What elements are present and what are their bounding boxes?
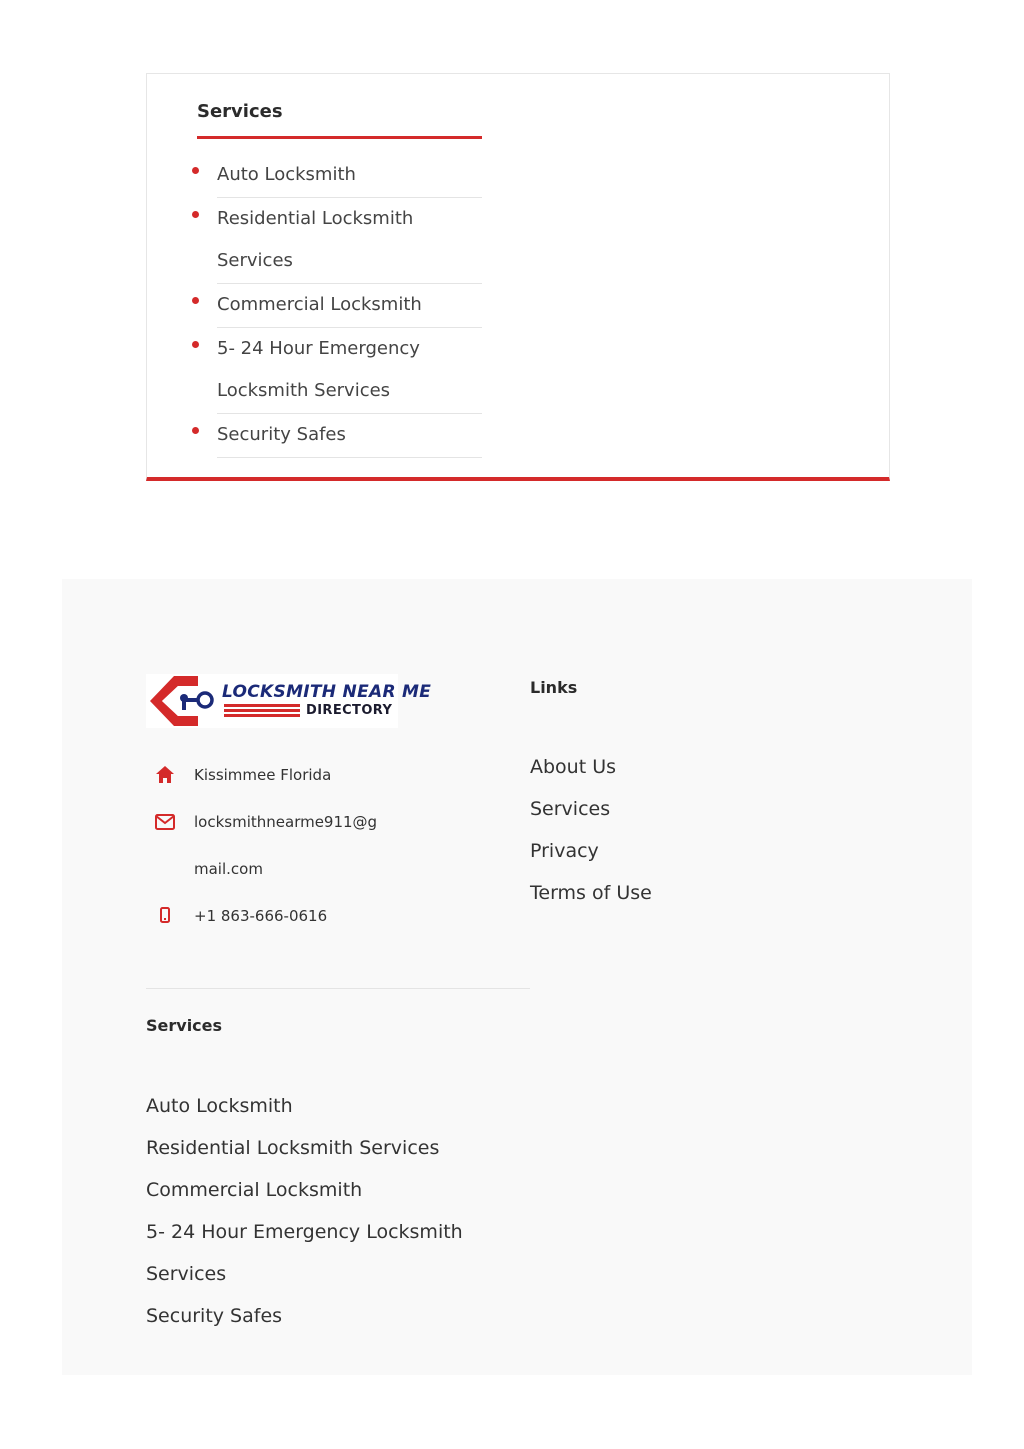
bullet-icon [192, 297, 199, 304]
logo-key-icon [146, 674, 218, 728]
list-item[interactable] [197, 328, 442, 414]
bullet-icon [192, 341, 199, 348]
footer-service-link[interactable]: Auto Locksmith [146, 1095, 293, 1117]
footer-links-list [530, 746, 652, 914]
footer-services-heading: Services [146, 1016, 223, 1035]
widget-services-list [197, 154, 482, 458]
service-link[interactable]: Residential Locksmith Services [217, 198, 482, 284]
list-item[interactable] [197, 154, 482, 198]
footer-link-about-us[interactable]: About Us [530, 756, 617, 778]
footer-divider [146, 988, 530, 989]
list-item[interactable] [197, 284, 482, 328]
footer-service-link[interactable]: 5- 24 Hour Emergency Locksmith Services [146, 1221, 463, 1285]
home-icon [154, 764, 176, 786]
mobile-phone-icon [154, 905, 176, 927]
site-logo[interactable] [146, 674, 432, 728]
bullet-icon [192, 427, 199, 434]
links-heading: Links [530, 678, 578, 697]
logo-text-primary: LOCKSMITH NEAR ME [222, 682, 432, 702]
site-footer [62, 579, 972, 1375]
footer-service-link[interactable]: Security Safes [146, 1305, 283, 1327]
service-link[interactable]: Auto Locksmith [217, 154, 482, 198]
service-link[interactable]: Security Safes [217, 414, 482, 458]
logo-stripes [224, 704, 300, 720]
bullet-icon [192, 167, 199, 174]
bullet-icon [192, 211, 199, 218]
footer-service-link[interactable]: Commercial Locksmith [146, 1179, 363, 1201]
logo-text-secondary: DIRECTORY [306, 703, 393, 718]
email-text-line1[interactable]: locksmithnearme911@g [194, 813, 378, 831]
footer-link-privacy[interactable]: Privacy [530, 840, 599, 862]
footer-link-terms-of-use[interactable]: Terms of Use [530, 882, 652, 904]
widget-title: Services [197, 101, 283, 122]
footer-service-link[interactable]: Residential Locksmith Services [146, 1137, 440, 1159]
services-widget [146, 73, 890, 481]
list-item[interactable] [197, 198, 442, 284]
phone-text[interactable]: +1 863-666-0616 [194, 907, 328, 925]
footer-link-services[interactable]: Services [530, 798, 611, 820]
service-link[interactable]: Commercial Locksmith [217, 284, 482, 328]
widget-title-underline [197, 136, 482, 139]
email-text-line2[interactable]: mail.com [194, 860, 263, 878]
envelope-icon [154, 811, 176, 833]
list-item[interactable] [197, 414, 482, 458]
address-text: Kissimmee Florida [194, 766, 332, 784]
footer-services-list [146, 1085, 466, 1337]
service-link[interactable]: 5- 24 Hour Emergency Locksmith Services [217, 328, 482, 414]
